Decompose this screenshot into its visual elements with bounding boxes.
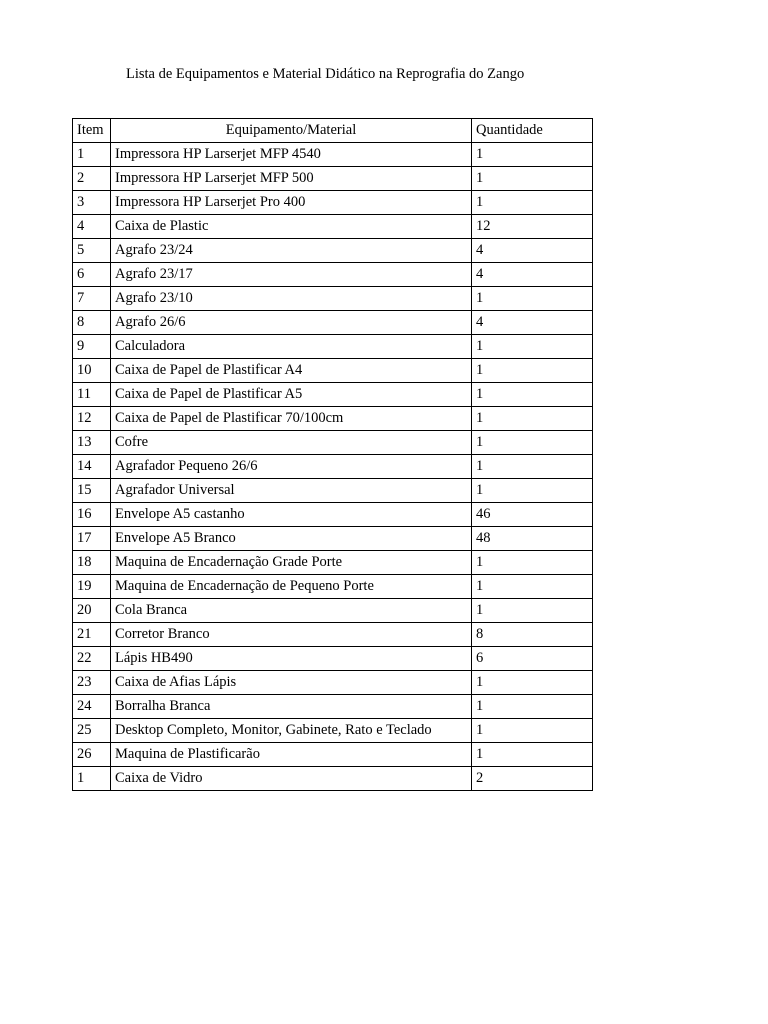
cell-item: 16	[73, 503, 111, 527]
table-row	[73, 431, 593, 455]
table-row	[73, 167, 593, 191]
cell-equipment: Envelope A5 Branco	[111, 527, 472, 551]
cell-quantity: 1	[472, 383, 593, 407]
table-row	[73, 647, 593, 671]
cell-item: 7	[73, 287, 111, 311]
cell-item: 17	[73, 527, 111, 551]
cell-quantity: 1	[472, 335, 593, 359]
cell-equipment: Borralha Branca	[111, 695, 472, 719]
cell-quantity: 1	[472, 287, 593, 311]
cell-item: 11	[73, 383, 111, 407]
cell-item: 20	[73, 599, 111, 623]
table-row	[73, 527, 593, 551]
cell-equipment: Agrafo 23/10	[111, 287, 472, 311]
table-row	[73, 599, 593, 623]
cell-equipment: Caixa de Papel de Plastificar A4	[111, 359, 472, 383]
header-quantity: Quantidade	[472, 119, 593, 143]
cell-item: 1	[73, 767, 111, 791]
header-item: Item	[73, 119, 111, 143]
cell-quantity: 1	[472, 431, 593, 455]
cell-item: 25	[73, 719, 111, 743]
cell-equipment: Agrafo 23/24	[111, 239, 472, 263]
cell-equipment: Corretor Branco	[111, 623, 472, 647]
table-row	[73, 623, 593, 647]
table-row	[73, 743, 593, 767]
cell-quantity: 1	[472, 455, 593, 479]
cell-item: 22	[73, 647, 111, 671]
table-body	[73, 143, 593, 791]
cell-equipment: Caixa de Papel de Plastificar 70/100cm	[111, 407, 472, 431]
table-row	[73, 575, 593, 599]
cell-item: 6	[73, 263, 111, 287]
cell-item: 2	[73, 167, 111, 191]
equipment-table	[72, 118, 593, 791]
cell-equipment: Maquina de Encadernação Grade Porte	[111, 551, 472, 575]
cell-quantity: 1	[472, 743, 593, 767]
table-row	[73, 287, 593, 311]
table-row	[73, 455, 593, 479]
cell-quantity: 1	[472, 599, 593, 623]
cell-equipment: Envelope A5 castanho	[111, 503, 472, 527]
cell-quantity: 4	[472, 263, 593, 287]
cell-equipment: Impressora HP Larserjet MFP 4540	[111, 143, 472, 167]
table-row	[73, 767, 593, 791]
table-row	[73, 671, 593, 695]
cell-quantity: 8	[472, 623, 593, 647]
cell-quantity: 1	[472, 407, 593, 431]
table-header-row	[73, 119, 593, 143]
cell-equipment: Lápis HB490	[111, 647, 472, 671]
cell-item: 18	[73, 551, 111, 575]
header-equipment: Equipamento/Material	[111, 119, 472, 143]
table-row	[73, 479, 593, 503]
cell-quantity: 1	[472, 143, 593, 167]
cell-quantity: 2	[472, 767, 593, 791]
cell-item: 21	[73, 623, 111, 647]
cell-equipment: Desktop Completo, Monitor, Gabinete, Rato e Teclado	[111, 719, 472, 743]
cell-equipment: Calculadora	[111, 335, 472, 359]
cell-item: 8	[73, 311, 111, 335]
cell-item: 14	[73, 455, 111, 479]
cell-equipment: Maquina de Plastificarão	[111, 743, 472, 767]
document-title: Lista de Equipamentos e Material Didático na Reprografia do Zango	[126, 66, 525, 82]
cell-quantity: 46	[472, 503, 593, 527]
cell-equipment: Maquina de Encadernação de Pequeno Porte	[111, 575, 472, 599]
cell-equipment: Agrafador Pequeno 26/6	[111, 455, 472, 479]
cell-equipment: Impressora HP Larserjet MFP 500	[111, 167, 472, 191]
cell-equipment: Caixa de Papel de Plastificar A5	[111, 383, 472, 407]
cell-quantity: 4	[472, 239, 593, 263]
cell-equipment: Agrafo 26/6	[111, 311, 472, 335]
cell-item: 1	[73, 143, 111, 167]
table-row	[73, 191, 593, 215]
table-row	[73, 551, 593, 575]
table-row	[73, 311, 593, 335]
table-row	[73, 215, 593, 239]
table-row	[73, 239, 593, 263]
table-row	[73, 263, 593, 287]
cell-equipment: Caixa de Vidro	[111, 767, 472, 791]
cell-quantity: 1	[472, 359, 593, 383]
cell-item: 23	[73, 671, 111, 695]
cell-quantity: 12	[472, 215, 593, 239]
cell-equipment: Cola Branca	[111, 599, 472, 623]
cell-item: 26	[73, 743, 111, 767]
cell-item: 4	[73, 215, 111, 239]
table-row	[73, 695, 593, 719]
cell-equipment: Cofre	[111, 431, 472, 455]
table-row	[73, 407, 593, 431]
cell-item: 9	[73, 335, 111, 359]
cell-quantity: 48	[472, 527, 593, 551]
cell-quantity: 1	[472, 191, 593, 215]
table-row	[73, 719, 593, 743]
cell-item: 24	[73, 695, 111, 719]
cell-quantity: 6	[472, 647, 593, 671]
cell-quantity: 1	[472, 695, 593, 719]
cell-quantity: 4	[472, 311, 593, 335]
cell-quantity: 1	[472, 551, 593, 575]
table-row	[73, 143, 593, 167]
cell-item: 13	[73, 431, 111, 455]
cell-equipment: Caixa de Afias Lápis	[111, 671, 472, 695]
cell-quantity: 1	[472, 719, 593, 743]
cell-item: 5	[73, 239, 111, 263]
cell-item: 15	[73, 479, 111, 503]
cell-equipment: Caixa de Plastic	[111, 215, 472, 239]
cell-quantity: 1	[472, 575, 593, 599]
cell-quantity: 1	[472, 479, 593, 503]
cell-quantity: 1	[472, 167, 593, 191]
cell-equipment: Impressora HP Larserjet Pro 400	[111, 191, 472, 215]
cell-item: 10	[73, 359, 111, 383]
table-row	[73, 383, 593, 407]
cell-equipment: Agrafador Universal	[111, 479, 472, 503]
cell-quantity: 1	[472, 671, 593, 695]
cell-equipment: Agrafo 23/17	[111, 263, 472, 287]
table-row	[73, 359, 593, 383]
cell-item: 3	[73, 191, 111, 215]
cell-item: 12	[73, 407, 111, 431]
table-row	[73, 503, 593, 527]
cell-item: 19	[73, 575, 111, 599]
table-row	[73, 335, 593, 359]
